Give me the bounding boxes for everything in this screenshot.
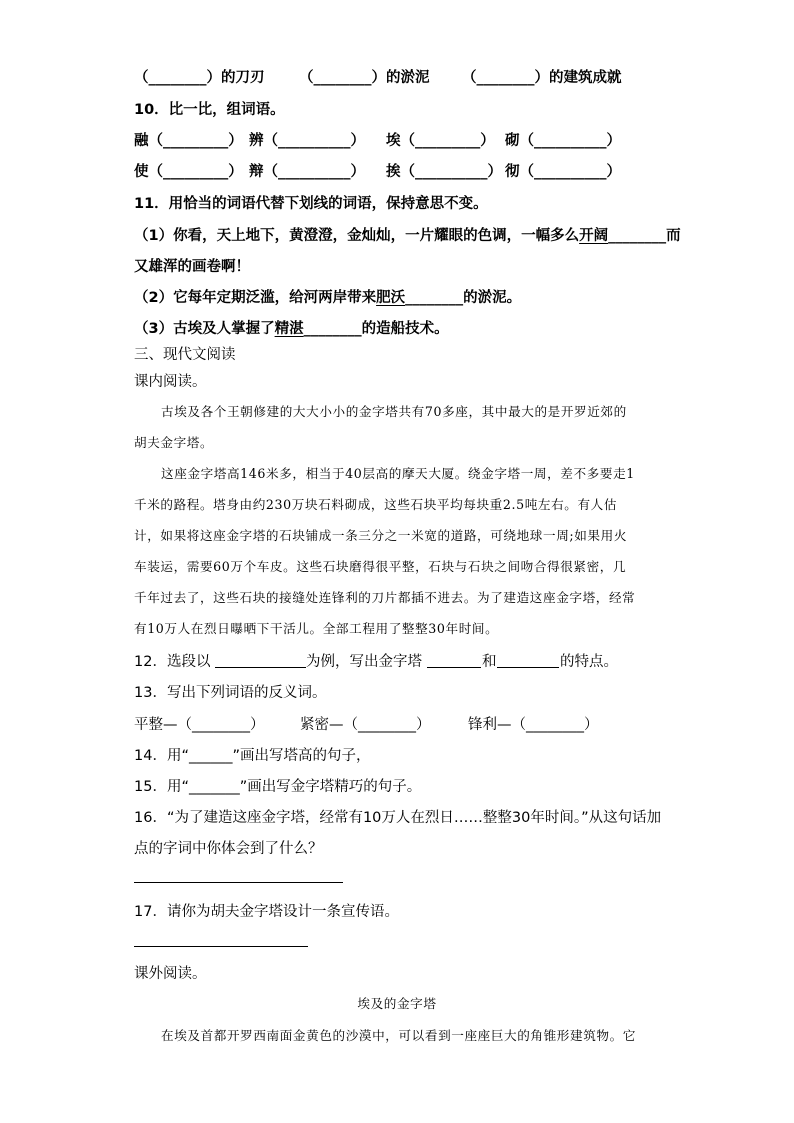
q12-blank-1[interactable] — [215, 667, 306, 668]
q11-s3-underlined: 精湛 — [274, 321, 304, 337]
q10-item: 埃（_________） — [386, 133, 495, 149]
fill-blank-blade: （________）的刀刃 — [134, 70, 265, 86]
fill-blank-achievement: （________）的建筑成就 — [462, 70, 622, 86]
section-subheading: 课内阅读。 — [134, 374, 207, 390]
fill-blank-silt: （________）的淤泥 — [299, 70, 430, 86]
q13-item: 锋利—（________） — [468, 717, 599, 733]
q16-line-1: 16．“为了建造这座金字塔，经常有10万人在烈日……整整30年时间。”从这句话加 — [134, 810, 662, 826]
q12-part-a: 12．选段以 — [134, 654, 211, 670]
q11-s1-underlined: 开阔 — [579, 228, 609, 244]
passage-line: 胡夫金字塔。 — [134, 435, 214, 450]
q16-line-2: 点的字词中你体会到了什么？ — [134, 841, 323, 857]
q11-s1-blank: ________ — [608, 228, 667, 244]
section-heading: 三、现代文阅读 — [134, 347, 236, 363]
q10-title: 10．比一比，组词语。 — [134, 102, 285, 118]
q13-item: 平整—（________） — [134, 717, 265, 733]
q12-part-c: 和 — [482, 654, 497, 670]
passage-line: 这座金字塔高146米多，相当于40层高的摩天大厦。绕金字塔一周，差不多要走1 — [161, 466, 635, 481]
q12-blank-2[interactable] — [427, 667, 481, 668]
passage-line: 车装运，需要60万个车皮。这些石块磨得很平整，石块与石块之间吻合得很紧密，几 — [134, 559, 627, 574]
q12-blank-3[interactable] — [497, 667, 559, 668]
q17-answer-line[interactable] — [134, 946, 308, 947]
q10-item: 辨（__________） — [249, 133, 365, 149]
passage-line: 千年过去了，这些石块的接缝处连锋利的刀片都插不进去。为了建造这座金字塔，经常 — [134, 590, 636, 605]
q13-item: 紧密—（________） — [300, 717, 431, 733]
q11-s3-end: 的造船技术。 — [361, 321, 449, 337]
q14: 14．用“______”画出写塔高的句子， — [134, 748, 371, 764]
q12-part-b: 为例，写出金字塔 — [306, 654, 422, 670]
q11-s3-text: （3）古埃及人掌握了 — [134, 321, 275, 337]
passage-line: 有10万人在烈日曝晒下干活儿。全部工程用了整整30年时间。 — [134, 621, 499, 636]
q11-title: 11．用恰当的词语代替下划线的词语，保持意思不变。 — [134, 196, 488, 212]
q17: 17．请你为胡夫金字塔设计一条宣传语。 — [134, 904, 399, 920]
q11-sentence-1-cont: 又雄浑的画卷啊！ — [134, 259, 250, 275]
q11-s2-blank: ________ — [405, 290, 464, 306]
q10-item: 辩（__________） — [249, 164, 365, 180]
q10-item: 使（_________） — [134, 164, 243, 180]
passage-line: 千米的路程。塔身由约230万块石料砌成，这些石块平均每块重2.5吨左右。有人估 — [134, 497, 618, 512]
q11-s2-text: （2）它每年定期泛滥，给河两岸带来 — [134, 290, 377, 306]
extra-reading-label: 课外阅读。 — [134, 966, 207, 982]
passage-line: 计，如果将这座金字塔的石块铺成一条三分之一米宽的道路，可绕地球一周;如果用火 — [134, 528, 628, 543]
passage-line: 古埃及各个王朝修建的大大小小的金字塔共有70多座，其中最大的是开罗近郊的 — [161, 404, 627, 419]
q11-sentence-1 — [134, 224, 681, 245]
q12-part-d: 的特点。 — [560, 654, 618, 670]
q11-s3-blank: ________ — [303, 321, 362, 337]
q11-s1-text: （1）你看，天上地下，黄澄澄，金灿灿，一片耀眼的色调，一幅多么 — [134, 228, 580, 244]
q16-answer-line[interactable] — [134, 882, 343, 883]
extra-reading-line: 在埃及首都开罗西南面金黄色的沙漠中，可以看到一座座巨大的角锥形建筑物。它 — [161, 1028, 636, 1043]
q10-item: 挨（__________） — [386, 164, 502, 180]
q11-sentence-2 — [134, 286, 521, 307]
q10-item: 融（_________） — [134, 133, 243, 149]
q11-s2-underlined: 肥沃 — [376, 290, 406, 306]
q15: 15．用“_______”画出写金字塔精巧的句子。 — [134, 779, 422, 795]
q11-s2-end: 的淤泥。 — [463, 290, 522, 306]
extra-reading-title: 埃及的金字塔 — [357, 996, 437, 1011]
q10-item: 彻（__________） — [505, 164, 621, 180]
q10-item: 砌（__________） — [505, 133, 621, 149]
q13-title: 13．写出下列词语的反义词。 — [134, 685, 327, 701]
q11-sentence-3 — [134, 317, 449, 338]
q11-s1-end: 而 — [666, 228, 681, 244]
